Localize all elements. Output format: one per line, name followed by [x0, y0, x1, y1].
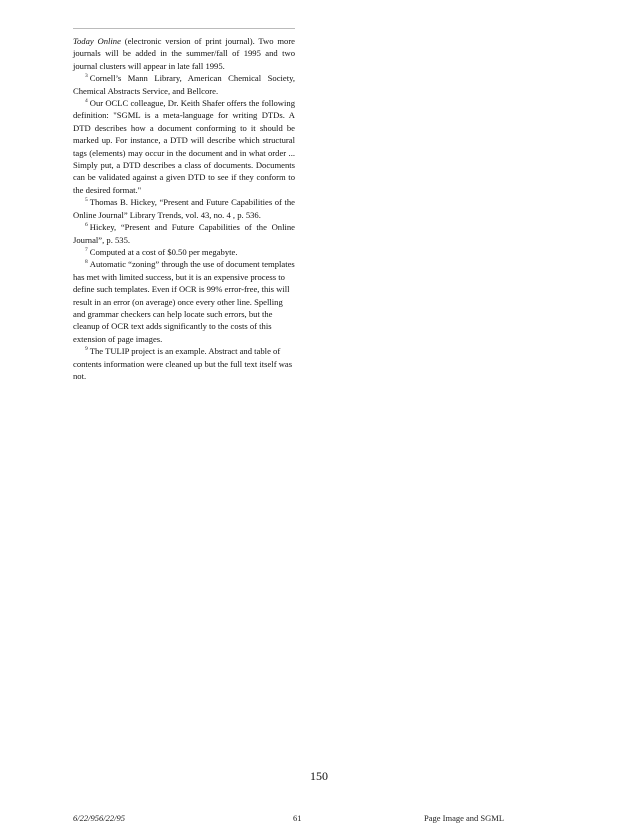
footnote-number: 3 [85, 73, 88, 80]
footnote-continuation [73, 35, 295, 72]
footnote-text: Automatic “zoning” through the use of document templates has met with limited success, but it is an expensive process to define such templates. Even if OCR is 99% error-free, this will result in an error (on average) once every other line. Spelling and grammar checkers can help locate such errors, but the cleanup of OCR text adds significantly to the costs of this extension of page images. [73, 259, 295, 344]
footnotes-column [73, 35, 295, 382]
footnote-4 [73, 97, 295, 196]
footnote-continuation-text: (electronic version of print journal). Two more journals will be added in the summer/fall of 1995 and two journal clusters will appear in late fall 1995. [73, 36, 295, 71]
footnote-number: 6 [85, 222, 88, 229]
footnote-separator-rule [73, 28, 295, 29]
page-number: 150 [310, 769, 328, 783]
footnote-number: 8 [85, 259, 88, 266]
footnote-text: The TULIP project is an example. Abstract and table of contents information were cleaned up but the full text itself was not. [73, 346, 293, 381]
footer-page-number: 61 [293, 813, 302, 823]
footnote-7 [73, 246, 295, 258]
footnote-number: 7 [85, 246, 88, 253]
footnote-number: 5 [85, 197, 88, 204]
footer-date: 6/22/956/22/95 [73, 813, 125, 823]
footnote-text: Hickey, “Present and Future Capabilities of the Online Journal”, p. 535. [73, 222, 295, 245]
footnote-3 [73, 72, 295, 97]
footnote-number: 9 [85, 346, 88, 353]
journal-title: Today Online [73, 36, 121, 46]
footnote-number: 4 [85, 98, 88, 105]
footnote-5 [73, 196, 295, 221]
footnote-9 [73, 345, 295, 382]
footnote-6 [73, 221, 295, 246]
footnote-text: Our OCLC colleague, Dr. Keith Shafer offers the following definition: "SGML is a meta-language for writing DTDs. A DTD describes how a document conforming to it should be marked up. For instance, a DTD will describe which structural tags (elements) may occur in the document and in what order ... Simply put, a DTD describes a class of documents. Documents can be validated against a given DTD to see if they conform to the desired format." [73, 98, 295, 195]
footer-title: Page Image and SGML [424, 813, 505, 823]
footnote-text: Computed at a cost of $0.50 per megabyte. [89, 246, 238, 257]
footnote-text: Cornell’s Mann Library, American Chemical Society, Chemical Abstracts Service, and Bellcore. [73, 73, 295, 96]
footnote-8 [73, 258, 295, 345]
footnote-text: Thomas B. Hickey, “Present and Future Capabilities of the Online Journal” Library Trends, vol. 43, no. 4 , p. 536. [73, 197, 295, 220]
